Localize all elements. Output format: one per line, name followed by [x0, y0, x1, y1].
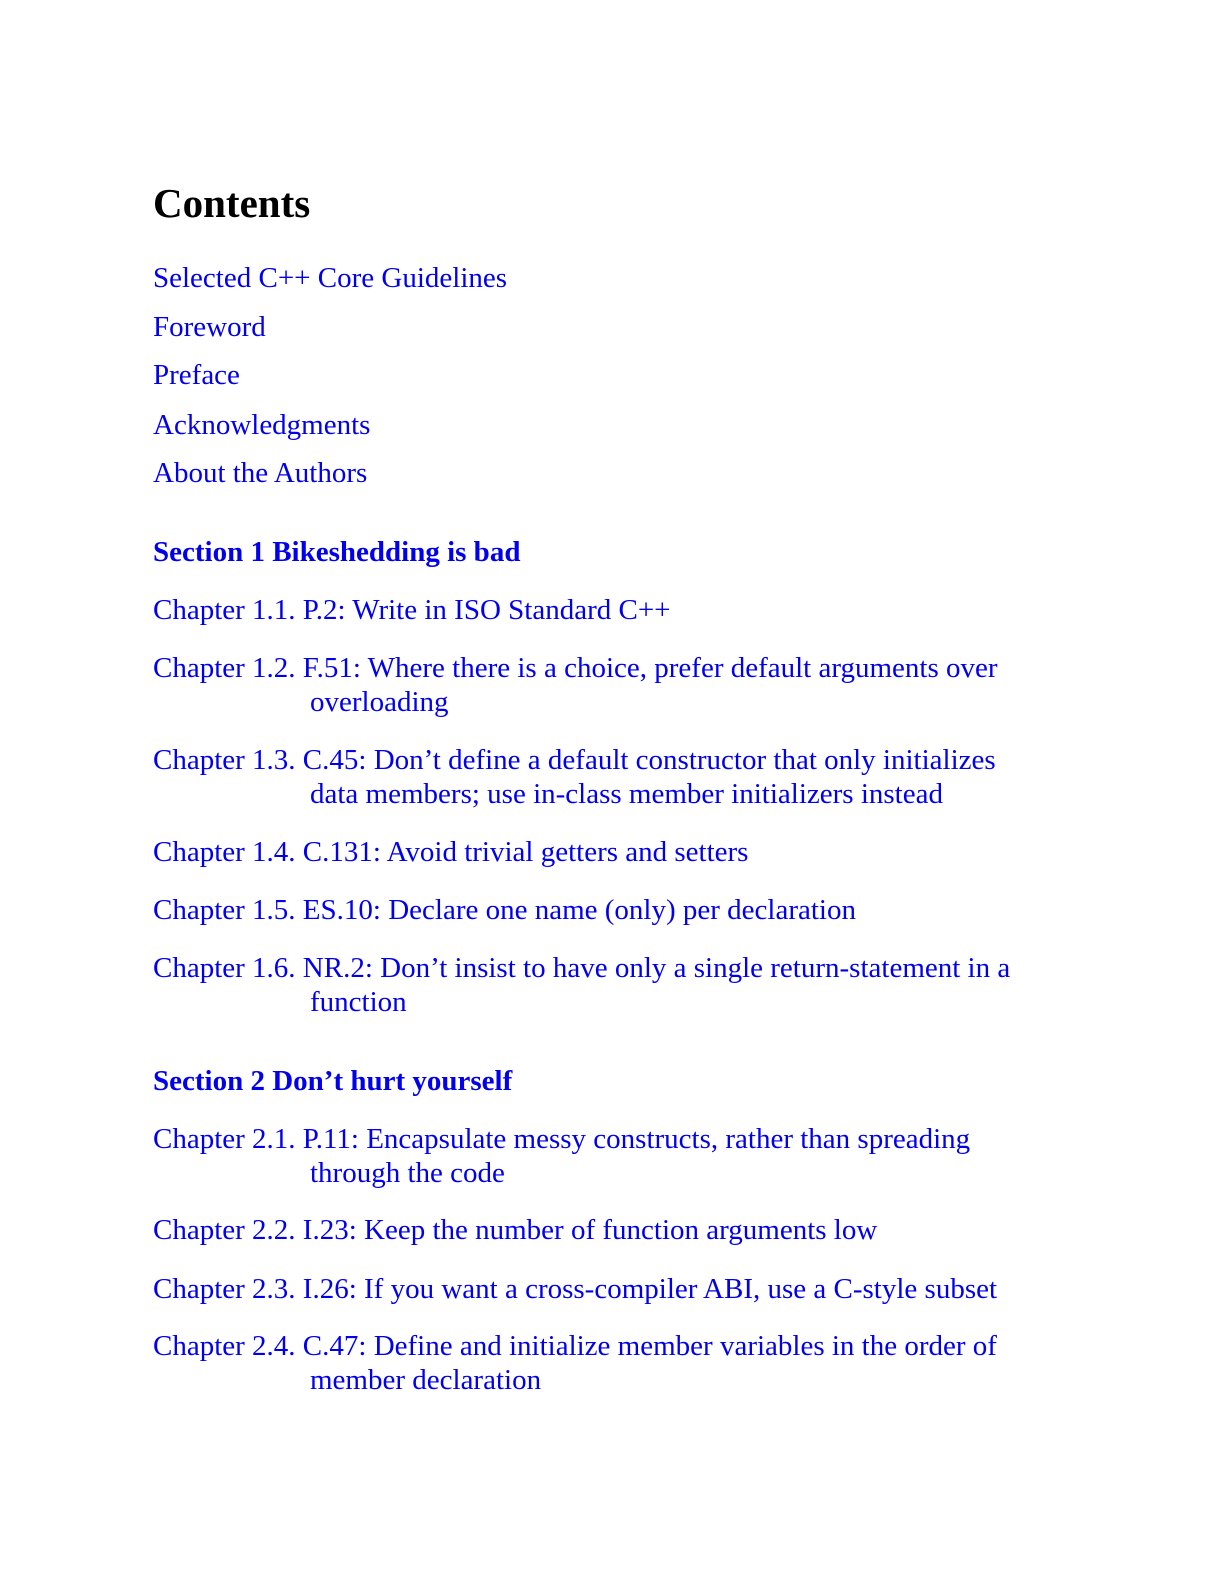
toc-chapter-2-2[interactable]: Chapter 2.2. I.23: Keep the number of function arguments low [153, 1214, 878, 1246]
toc-link-preface[interactable]: Preface [153, 359, 240, 391]
toc-link-about-authors[interactable]: About the Authors [153, 457, 368, 489]
toc-link-selected-guidelines[interactable]: Selected C++ Core Guidelines [153, 262, 508, 294]
toc-link-acknowledgments[interactable]: Acknowledgments [153, 409, 371, 441]
toc-chapter-2-4[interactable]: Chapter 2.4. C.47: Define and initialize member variables in the order of member declaration [153, 1330, 997, 1396]
toc-chapter-2-3[interactable]: Chapter 2.3. I.26: If you want a cross-compiler ABI, use a C-style subset [153, 1273, 998, 1305]
toc-chapter-1-4[interactable]: Chapter 1.4. C.131: Avoid trivial getters and setters [153, 836, 749, 868]
toc-section-1[interactable]: Section 1 Bikeshedding is bad [153, 536, 521, 568]
toc-chapter-1-5[interactable]: Chapter 1.5. ES.10: Declare one name (only) per declaration [153, 894, 856, 926]
toc-link-foreword[interactable]: Foreword [153, 311, 266, 343]
toc-chapter-2-1[interactable]: Chapter 2.1. P.11: Encapsulate messy constructs, rather than spreading through the code [153, 1123, 971, 1189]
toc-chapter-1-1[interactable]: Chapter 1.1. P.2: Write in ISO Standard C++ [153, 594, 671, 626]
toc-section-2[interactable]: Section 2 Don’t hurt yourself [153, 1065, 513, 1097]
toc-chapter-1-2[interactable]: Chapter 1.2. F.51: Where there is a choice, prefer default arguments over overloading [153, 652, 998, 718]
toc-chapter-1-3[interactable]: Chapter 1.3. C.45: Don’t define a default constructor that only initializes data members; use in-class member initializers instead [153, 744, 996, 810]
table-of-contents [153, 0, 1053, 1584]
page-title: Contents [153, 180, 311, 226]
toc-chapter-1-6[interactable]: Chapter 1.6. NR.2: Don’t insist to have only a single return-statement in a function [153, 952, 1011, 1018]
